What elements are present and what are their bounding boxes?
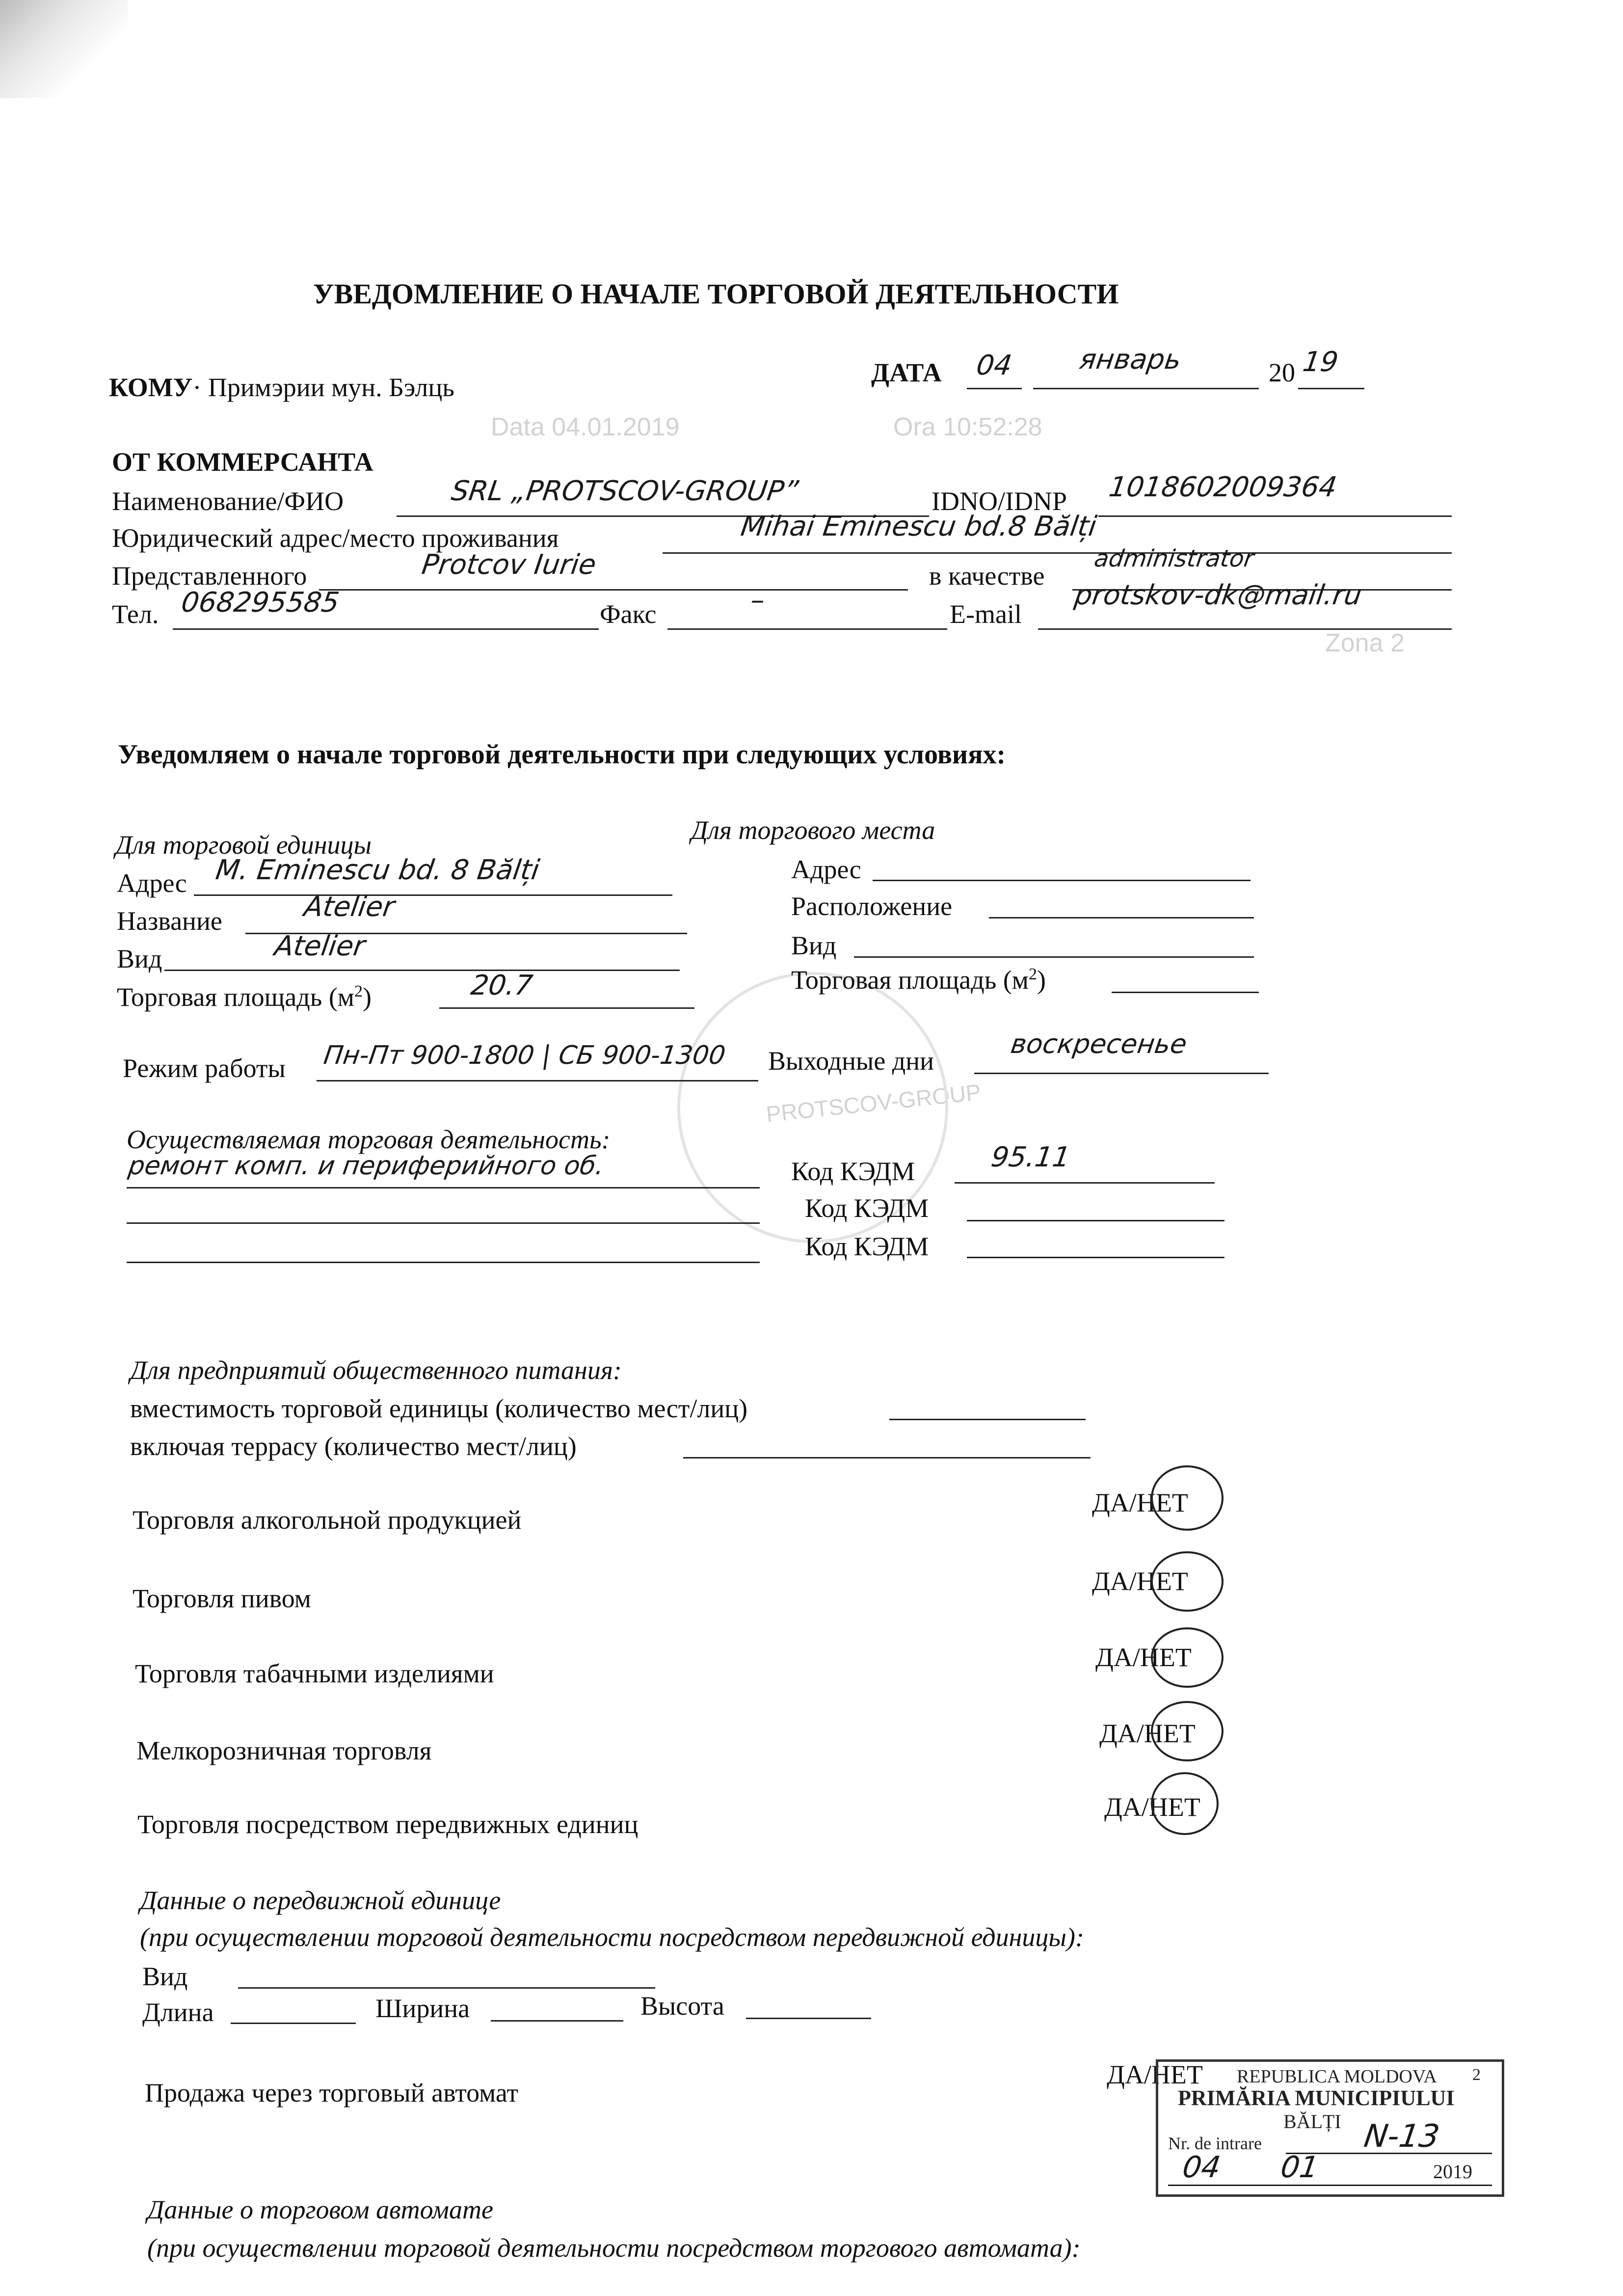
trade-unit-area-sup: 2 <box>354 982 363 1000</box>
date-month: январь <box>1077 344 1183 376</box>
trade-unit-area-value: 20.7 <box>469 970 535 1001</box>
page-title: УВЕДОМЛЕНИЕ О НАЧАЛЕ ТОРГОВОЙ ДЕЯТЕЛЬНОСТИ <box>313 278 1119 310</box>
trade-place-address-label: Адрес <box>791 855 861 884</box>
merchant-address-line <box>663 552 1452 554</box>
kedm-label-3: Код КЭДМ <box>805 1232 929 1261</box>
catering-heading: Для предприятий общественного питания: <box>130 1355 622 1385</box>
mobile-yes: ДА/ <box>1104 1792 1149 1822</box>
mobile-unit-type-label: Вид <box>142 1962 188 1991</box>
vending-no: НЕТ <box>1151 2060 1203 2089</box>
mobile-unit-height-label: Высота <box>640 1991 724 2021</box>
merchant-email-value: protskov-dk@mail.ru <box>1072 579 1364 611</box>
days-off-value: воскресенье <box>1009 1028 1189 1059</box>
trade-place-area-label <box>791 965 1046 995</box>
trade-unit-type-value: Atelier <box>272 930 367 962</box>
date-day: 04 <box>974 350 1014 381</box>
stamp-date-line <box>1168 2185 1492 2186</box>
merchant-rep-value: Protcov Iurie <box>420 549 598 581</box>
merchant-fax-line <box>667 628 947 630</box>
trade-unit-address-value: M. Eminescu bd. 8 Bălți <box>213 854 542 886</box>
trade-place-area-sup: 2 <box>1028 965 1037 983</box>
beer-no: НЕТ <box>1136 1567 1188 1596</box>
kedm-label-2: Код КЭДМ <box>805 1193 929 1223</box>
merchant-idno-value: 1018602009364 <box>1107 471 1339 503</box>
merchant-capacity-label: в качестве <box>929 561 1045 591</box>
merchant-fax-value: – <box>748 584 767 616</box>
mobile-no-circle <box>1148 1772 1219 1835</box>
stamp-day: 04 <box>1180 2150 1223 2185</box>
show-through-zone: Zona 2 <box>1325 629 1405 657</box>
mobile-unit-width-line <box>491 2020 623 2022</box>
merchant-idno-label: IDNO/IDNP <box>931 486 1067 516</box>
trade-unit-area-text: Торговая площадь (м <box>117 982 354 1012</box>
show-through-seal: PROTSCOV-GROUP <box>765 1079 983 1127</box>
stamp-corner: 2 <box>1472 2066 1481 2084</box>
kedm-line-1 <box>955 1182 1215 1184</box>
vending-data-heading: Данные о торговом автомате <box>147 2195 493 2224</box>
merchant-rep-label: Представленного <box>112 561 307 591</box>
mobile-no: НЕТ <box>1148 1792 1200 1822</box>
activity-line-3 <box>127 1262 760 1263</box>
catering-capacity-line <box>889 1419 1086 1420</box>
schedule-label: Режим работы <box>123 1053 286 1083</box>
trade-unit-name-label: Название <box>117 906 222 936</box>
merchant-address-value: Mihai Eminescu bd.8 Bălți <box>739 511 1099 542</box>
trade-place-area-close: ) <box>1037 965 1046 995</box>
show-through-time: Ora 10:52:28 <box>893 413 1042 441</box>
retail-yes: ДА/ <box>1099 1719 1144 1748</box>
trade-place-area-text: Торговая площадь (м <box>791 965 1029 995</box>
kedm-value-1: 95.11 <box>989 1141 1072 1173</box>
trade-unit-address-label: Адрес <box>117 868 187 898</box>
schedule-line <box>317 1080 758 1081</box>
days-off-line <box>974 1073 1269 1074</box>
activity-heading: Осуществляемая торговая деятельность: <box>127 1125 611 1154</box>
mobile-unit-subheading: (при осуществлении торговой деятельности посредством передвижной единицы): <box>140 1922 1084 1952</box>
stamp-entry-label: Nr. de intrare <box>1168 2134 1262 2153</box>
tobacco-no: НЕТ <box>1140 1643 1192 1672</box>
beer-label: Торговля пивом <box>133 1584 311 1613</box>
trade-place-heading: Для торгового места <box>691 815 935 845</box>
retail-no: НЕТ <box>1144 1719 1196 1748</box>
beer-yes: ДА/ <box>1092 1567 1137 1596</box>
trade-place-location-line <box>989 917 1254 918</box>
date-month-line <box>1033 388 1259 389</box>
merchant-idno-line <box>1098 515 1452 517</box>
activity-line-1 <box>127 1187 760 1189</box>
stamp-line1: REPUBLICA MOLDOVA <box>1237 2066 1437 2087</box>
date-year-prefix: 20 <box>1269 358 1295 387</box>
kedm-line-3 <box>967 1257 1224 1258</box>
recipient-label: КОМУ <box>109 373 193 402</box>
trade-place-area-line <box>1112 992 1259 993</box>
recipient-row: КОМУ· Примэрии мун. Бэлць <box>109 373 454 402</box>
stamp-line2: PRIMĂRIA MUNICIPIULUI <box>1178 2086 1455 2110</box>
mobile-unit-heading: Данные о передвижной единице <box>140 1886 501 1915</box>
conditions-heading: Уведомляем о начале торговой деятельности при следующих условиях: <box>118 739 1006 770</box>
merchant-capacity-value: administrator <box>1092 545 1256 572</box>
merchant-name-label: Наименование/ФИО <box>112 486 344 516</box>
stamp-line3: BĂLȚI <box>1283 2110 1341 2133</box>
alcohol-yes: ДА/ <box>1092 1488 1137 1517</box>
merchant-fax-label: Факс <box>600 599 657 629</box>
tobacco-no-circle <box>1151 1627 1224 1688</box>
catering-capacity-label: вместимость торговой единицы (количество мест/лиц) <box>130 1394 748 1423</box>
trade-unit-heading: Для торговой единицы <box>115 830 372 860</box>
vending-yes: ДА/ <box>1107 2060 1151 2089</box>
activity-value: ремонт комп. и периферийного об. <box>126 1151 606 1181</box>
mobile-unit-height-line <box>746 2018 871 2019</box>
show-through-date: Data 04.01.2019 <box>491 413 680 441</box>
merchant-heading: ОТ КОММЕРСАНТА <box>112 447 373 477</box>
merchant-tel-label: Тел. <box>112 599 159 629</box>
stamp-entry-value: N-13 <box>1361 2118 1442 2155</box>
merchant-email-label: E-mail <box>950 599 1022 629</box>
registration-stamp <box>1156 2059 1504 2197</box>
date-year-line <box>1298 388 1364 389</box>
merchant-tel-value: 068295585 <box>179 587 342 619</box>
trade-unit-area-close: ) <box>362 982 372 1012</box>
mobile-unit-type-line <box>238 1987 655 1989</box>
mobile-unit-length-label: Длина <box>142 1998 214 2027</box>
merchant-rep-line <box>319 589 908 591</box>
vending-data-subheading: (при осуществлении торговой деятельности посредством торгового автомата): <box>147 2233 1081 2263</box>
alcohol-label: Торговля алкогольной продукцией <box>133 1505 522 1535</box>
mobile-unit-width-label: Ширина <box>375 1994 470 2023</box>
kedm-line-2 <box>967 1220 1224 1221</box>
catering-terrace-line <box>683 1457 1091 1459</box>
merchant-name-value: SRL „PROTSCOV-GROUP” <box>449 475 800 507</box>
kedm-label-1: Код КЭДМ <box>791 1157 915 1186</box>
alcohol-no: НЕТ <box>1136 1488 1188 1517</box>
date-label: ДАТА <box>871 358 942 387</box>
stamp-year: 2019 <box>1433 2161 1472 2183</box>
trade-unit-area-line <box>439 1007 694 1009</box>
date-day-line <box>967 388 1022 389</box>
merchant-tel-line <box>173 628 599 630</box>
trade-unit-type-line <box>164 970 680 971</box>
trade-unit-area-label <box>117 982 372 1012</box>
trade-place-location-label: Расположение <box>791 891 953 921</box>
trade-place-type-label: Вид <box>791 931 837 960</box>
tobacco-label: Торговля табачными изделиями <box>135 1659 494 1688</box>
date-year-suffix: 19 <box>1301 346 1340 378</box>
activity-line-2 <box>127 1222 760 1224</box>
trade-unit-address-line <box>194 894 672 896</box>
retail-label: Мелкорозничная торговля <box>136 1736 432 1765</box>
merchant-address-label: Юридический адрес/место проживания <box>112 523 559 553</box>
alcohol-no-circle <box>1151 1465 1224 1531</box>
trade-unit-type-label: Вид <box>117 944 162 973</box>
mobile-label: Торговля посредством передвижных единиц <box>137 1810 639 1839</box>
tobacco-yes: ДА/ <box>1095 1643 1140 1672</box>
schedule-value: Пн-Пт 900-1800 | СБ 900-1300 <box>321 1041 727 1070</box>
vending-label: Продажа через торговый автомат <box>145 2078 519 2107</box>
trade-unit-name-value: Atelier <box>302 891 397 923</box>
days-off-label: Выходные дни <box>768 1046 934 1076</box>
scan-fold-shadow <box>0 0 128 98</box>
trade-place-address-line <box>873 880 1251 881</box>
beer-no-circle <box>1151 1551 1224 1612</box>
merchant-email-line <box>1038 628 1452 630</box>
mobile-unit-length-line <box>231 2023 356 2024</box>
trade-place-type-line <box>854 956 1254 958</box>
retail-no-circle <box>1151 1701 1224 1761</box>
stamp-month: 01 <box>1278 2150 1321 2185</box>
catering-terrace-label: включая террасу (количество мест/лиц) <box>130 1432 577 1461</box>
recipient-value: Примэрии мун. Бэлць <box>208 373 454 402</box>
